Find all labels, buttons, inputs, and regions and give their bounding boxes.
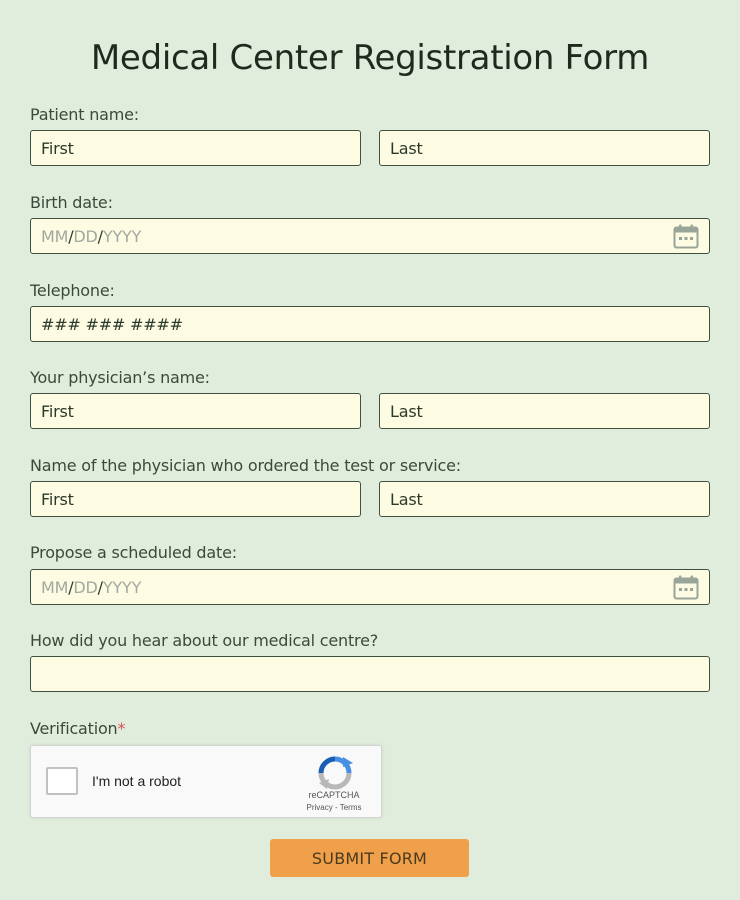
ordering-physician-first-name-value: First: [41, 489, 74, 509]
submit-form-button[interactable]: SUBMIT FORM: [270, 839, 469, 877]
required-asterisk: *: [117, 719, 126, 738]
physician-last-name-value: Last: [390, 401, 423, 421]
telephone-input[interactable]: [30, 306, 710, 342]
birth-date-placeholder-day: DD: [73, 226, 98, 246]
physician-last-name-input[interactable]: [379, 393, 710, 429]
patient-first-name-input[interactable]: [30, 130, 361, 166]
physician-first-name-value: First: [41, 401, 74, 421]
hear-about-label: How did you hear about our medical centre?: [30, 631, 378, 650]
patient-name-label: Patient name:: [30, 105, 139, 124]
recaptcha-logo-icon: [317, 755, 353, 791]
scheduled-date-placeholder-year: YYYY: [102, 577, 142, 597]
telephone-label: Telephone:: [30, 281, 115, 300]
scheduled-date-separator: /: [68, 577, 74, 597]
patient-last-name-input[interactable]: [379, 130, 710, 166]
verification-label-text: Verification: [30, 719, 118, 738]
page-title: Medical Center Registration Form: [90, 38, 650, 78]
ordering-physician-last-name-value: Last: [390, 489, 423, 509]
scheduled-date-placeholder-day: DD: [73, 577, 98, 597]
recaptcha-links[interactable]: Privacy - Terms: [306, 803, 362, 812]
recaptcha-brand: reCAPTCHA: [308, 790, 360, 800]
birth-date-separator: /: [97, 226, 103, 246]
physician-first-name-input[interactable]: [30, 393, 361, 429]
ordering-physician-first-name-input[interactable]: [30, 481, 361, 517]
recaptcha-checkbox[interactable]: [46, 767, 78, 795]
scheduled-date-input[interactable]: [30, 569, 710, 605]
birth-date-placeholder-month: MM: [41, 226, 69, 246]
patient-last-name-value: Last: [390, 138, 423, 158]
telephone-placeholder: ### ### ####: [41, 314, 183, 334]
birth-date-label: Birth date:: [30, 193, 113, 212]
calendar-icon[interactable]: [673, 575, 699, 600]
ordering-physician-last-name-input[interactable]: [379, 481, 710, 517]
recaptcha-widget: [30, 745, 382, 818]
hear-about-input[interactable]: [30, 656, 710, 692]
birth-date-placeholder-year: YYYY: [102, 226, 142, 246]
recaptcha-checkbox-label: I'm not a robot: [92, 773, 182, 789]
verification-label: [30, 719, 125, 738]
calendar-icon[interactable]: [673, 224, 699, 249]
scheduled-date-separator: /: [97, 577, 103, 597]
scheduled-date-placeholder-month: MM: [41, 577, 69, 597]
patient-first-name-value: First: [41, 138, 74, 158]
birth-date-input[interactable]: [30, 218, 710, 254]
ordering-physician-label: Name of the physician who ordered the test or service:: [30, 456, 461, 475]
scheduled-date-label: Propose a scheduled date:: [30, 543, 237, 562]
physician-name-label: Your physician’s name:: [30, 368, 210, 387]
birth-date-separator: /: [68, 226, 74, 246]
